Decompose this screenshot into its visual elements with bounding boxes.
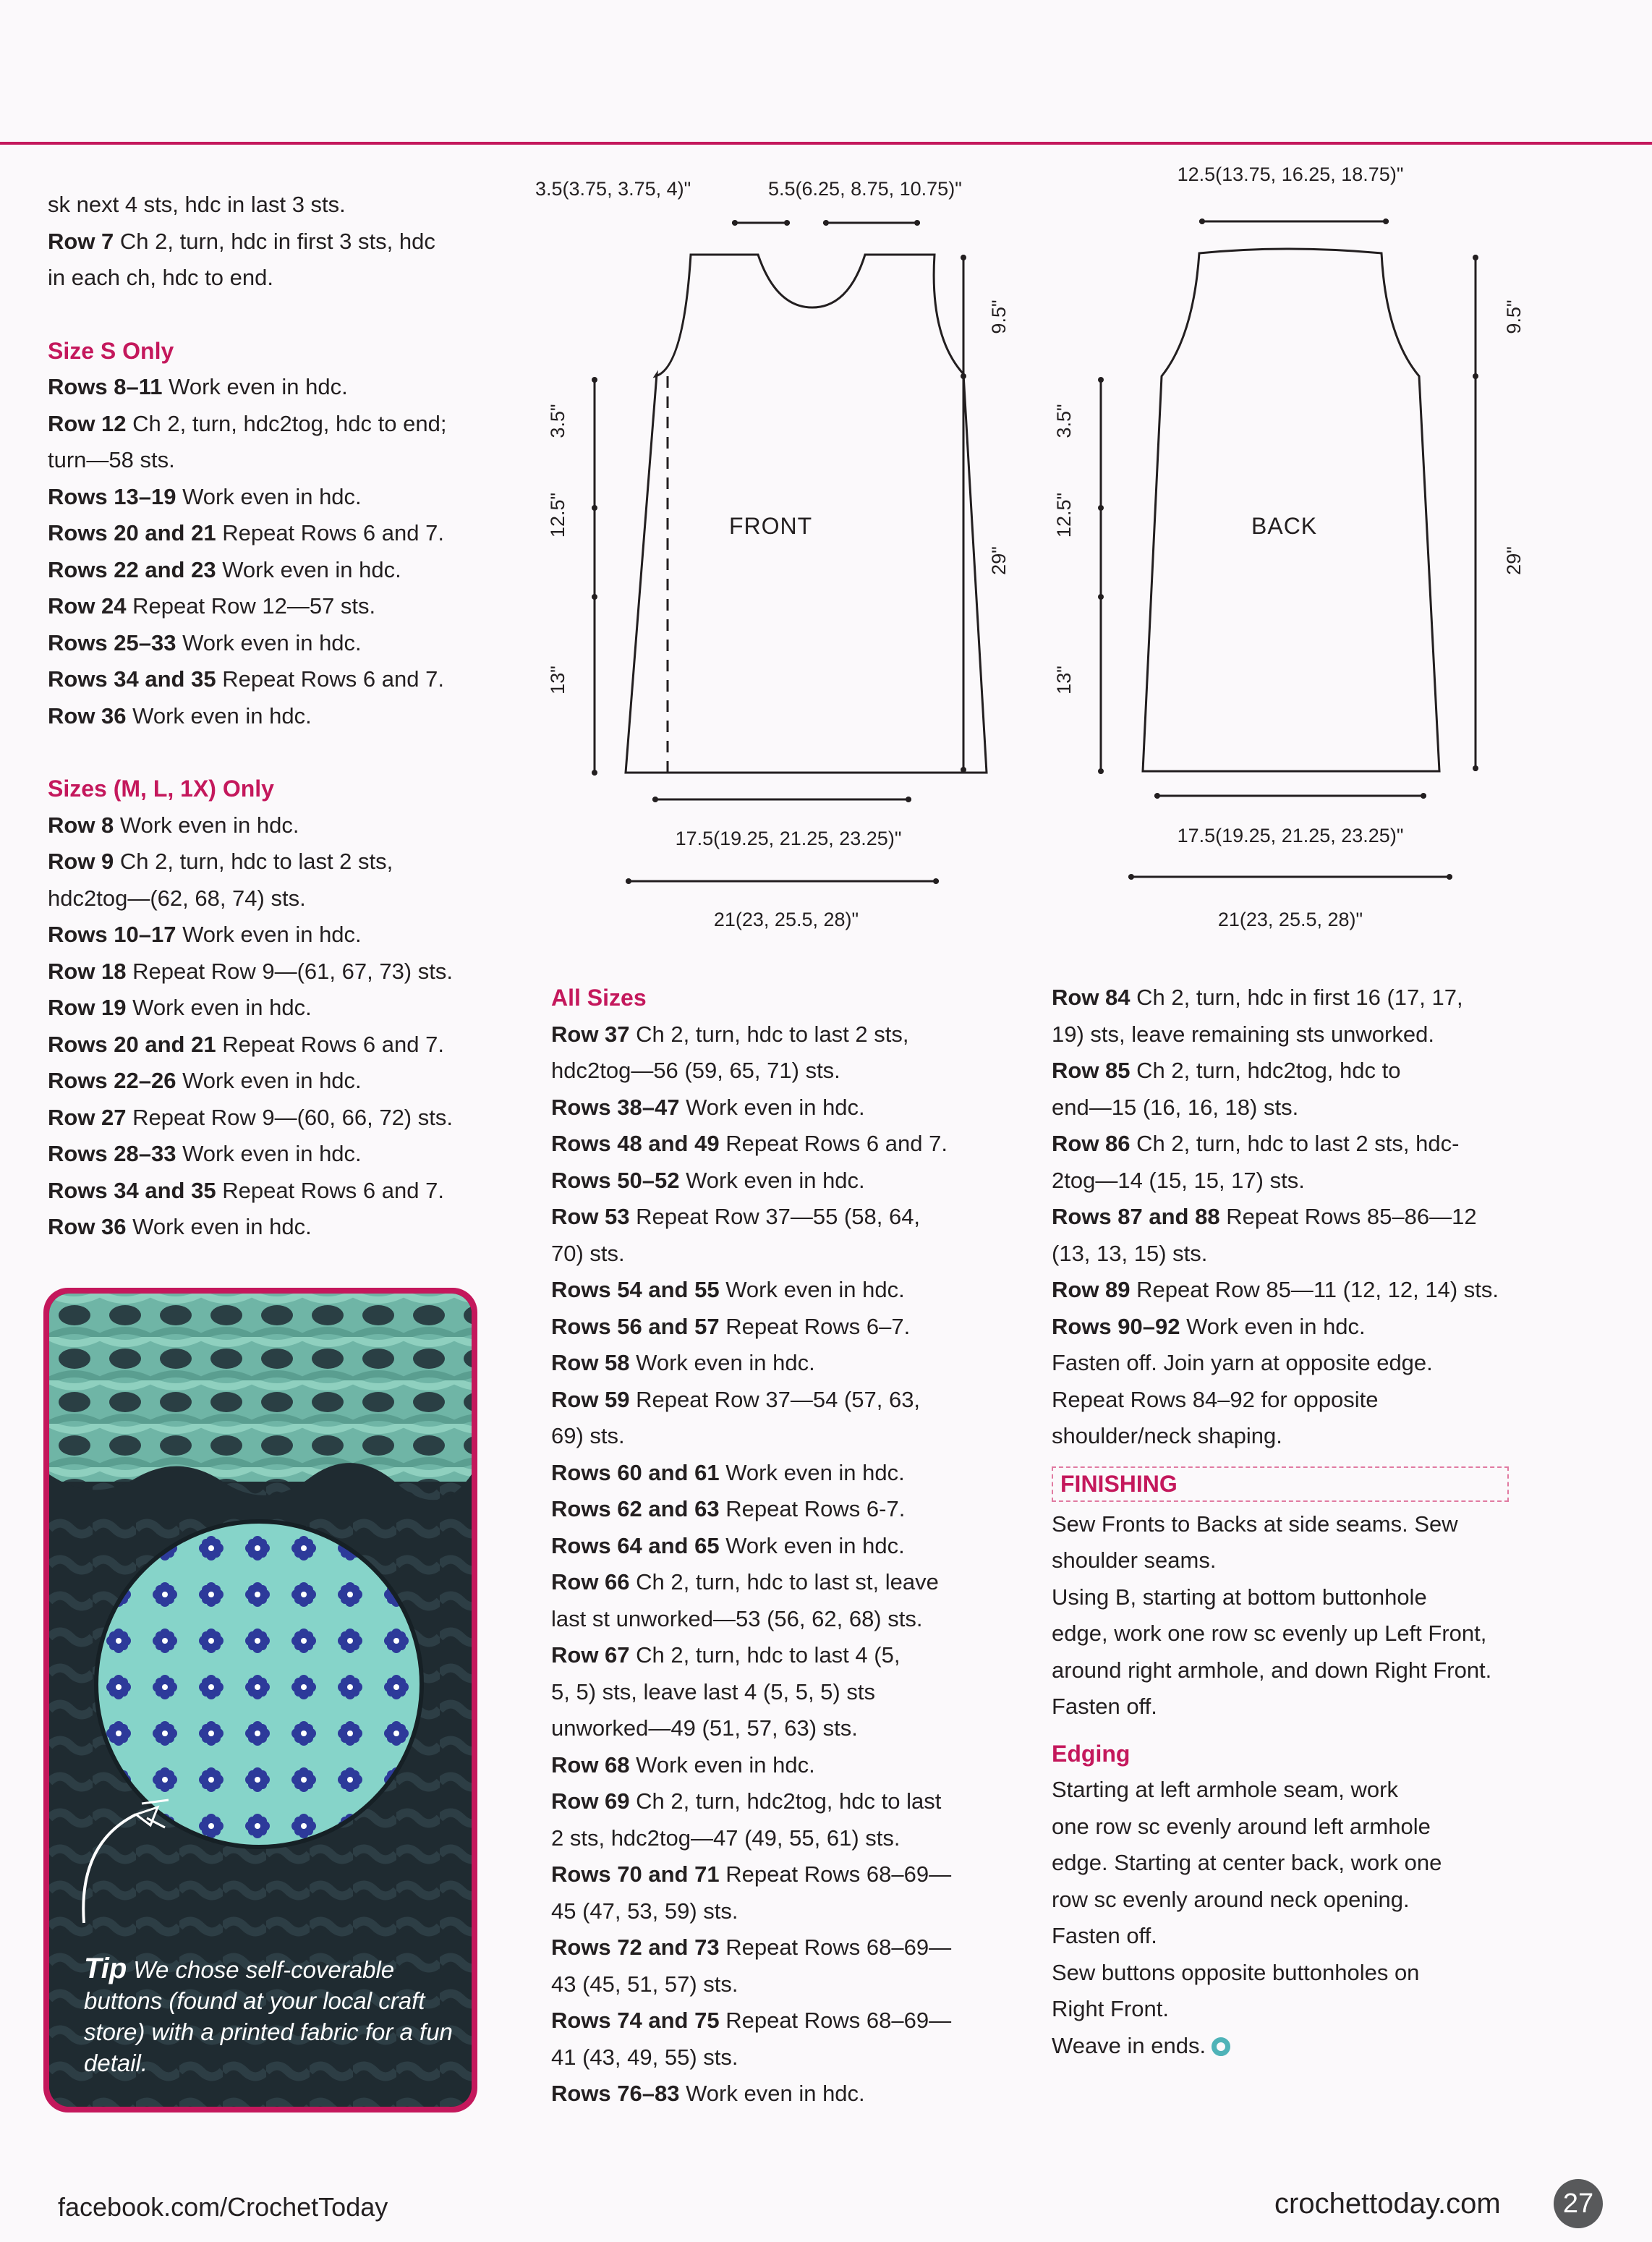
instruction-line bbox=[48, 661, 482, 698]
row-text: unworked—49 (51, 57, 63) sts. bbox=[551, 1715, 858, 1741]
row-label: Rows 70 and 71 bbox=[551, 1861, 720, 1887]
row-label: Row 24 bbox=[48, 593, 127, 619]
instruction-line bbox=[48, 406, 482, 443]
row-label: Rows 48 and 49 bbox=[551, 1131, 720, 1156]
instruction-line bbox=[551, 1236, 985, 1273]
instruction-line bbox=[551, 1382, 985, 1419]
instruction-line bbox=[48, 479, 482, 516]
row-label: Rows 22–26 bbox=[48, 1068, 176, 1093]
instruction-line bbox=[48, 954, 482, 990]
instruction-line bbox=[1052, 1163, 1515, 1199]
instruction-line bbox=[1052, 1689, 1515, 1725]
instruction-line bbox=[1052, 1199, 1515, 1236]
front-bottom-dim-1: 17.5(19.25, 21.25, 23.25)" bbox=[675, 828, 902, 849]
row-label: Row 8 bbox=[48, 812, 114, 838]
instruction-line bbox=[1052, 1053, 1515, 1090]
row-text: Work even in hdc. bbox=[629, 1350, 815, 1375]
row-text: Repeat Row 85—11 (12, 12, 14) sts. bbox=[1130, 1277, 1499, 1302]
column-2 bbox=[551, 980, 985, 2113]
tip-box bbox=[43, 1288, 477, 2113]
row-label: Row 66 bbox=[551, 1569, 630, 1595]
tip-photo bbox=[49, 1294, 472, 2107]
footer-facebook: facebook.com/CrochetToday bbox=[58, 2192, 388, 2222]
instruction-line bbox=[551, 1016, 985, 1053]
instruction-line bbox=[551, 1418, 985, 1455]
header-rule bbox=[0, 142, 1652, 145]
instruction-line bbox=[551, 1710, 985, 1747]
instruction-line bbox=[48, 1100, 482, 1137]
size-s-heading: Size S Only bbox=[48, 337, 174, 364]
instruction-line bbox=[1052, 1845, 1515, 1882]
instruction-line bbox=[48, 625, 482, 662]
instruction-line bbox=[48, 880, 482, 917]
row-text: 45 (47, 53, 59) sts. bbox=[551, 1898, 738, 1924]
instruction-line bbox=[48, 442, 482, 479]
page-number: 27 bbox=[1554, 2179, 1603, 2228]
column-1 bbox=[48, 187, 482, 1246]
row-label: Row 27 bbox=[48, 1104, 127, 1130]
row-text: Ch 2, turn, hdc to last st, leave bbox=[629, 1569, 939, 1595]
instruction-line bbox=[1052, 1345, 1515, 1382]
row-text: Work even in hdc. bbox=[126, 1214, 312, 1239]
instruction-line bbox=[48, 260, 482, 297]
row-label: Rows 28–33 bbox=[48, 1141, 176, 1166]
instruction-line bbox=[551, 1455, 985, 1492]
row-text: Work even in hdc. bbox=[216, 556, 401, 582]
row-label: Rows 54 and 55 bbox=[551, 1277, 720, 1302]
instruction-line bbox=[48, 1063, 482, 1100]
row-text: Work even in hdc. bbox=[719, 1532, 905, 1558]
instruction-line bbox=[551, 1783, 985, 1820]
row-text: Repeat Row 37—54 (57, 63, bbox=[629, 1386, 921, 1412]
row-label: Row 84 bbox=[1052, 985, 1131, 1010]
row-label: Rows 8–11 bbox=[48, 374, 163, 399]
row-text: sk next 4 sts, hdc in last 3 sts. bbox=[48, 192, 346, 217]
row-label: Rows 76–83 bbox=[551, 2081, 680, 2106]
row-text: Repeat Rows 84–92 for opposite bbox=[1052, 1386, 1379, 1412]
row-label: Row 53 bbox=[551, 1204, 630, 1229]
back-schematic bbox=[1042, 159, 1533, 955]
instruction-line bbox=[1052, 1418, 1515, 1455]
instruction-line bbox=[1052, 1991, 1515, 2028]
line-text: Starting at left armhole seam, work bbox=[1052, 1777, 1398, 1802]
line-text: Right Front. bbox=[1052, 1996, 1169, 2021]
row-label: Rows 50–52 bbox=[551, 1167, 680, 1193]
row-text: Work even in hdc. bbox=[176, 629, 362, 655]
row-text: last st unworked—53 (56, 62, 68) sts. bbox=[551, 1605, 923, 1631]
instruction-line bbox=[551, 1856, 985, 1893]
instruction-line bbox=[1052, 980, 1515, 1016]
instruction-line bbox=[1052, 1272, 1515, 1309]
row-text: Work even in hdc. bbox=[114, 812, 299, 838]
row-text: in each ch, hdc to end. bbox=[48, 265, 273, 290]
row-label: Rows 38–47 bbox=[551, 1094, 680, 1120]
finishing-heading: FINISHING bbox=[1060, 1470, 1178, 1497]
row-text: Repeat Rows 6 and 7. bbox=[216, 1031, 444, 1057]
row-label: Rows 87 and 88 bbox=[1052, 1204, 1220, 1229]
front-right-dim-upper: 9.5" bbox=[988, 300, 1010, 334]
finishing-box bbox=[1052, 1466, 1509, 1502]
row-text: Repeat Rows 85–86—12 bbox=[1219, 1204, 1477, 1229]
row-label: Rows 90–92 bbox=[1052, 1313, 1180, 1339]
instruction-line bbox=[551, 1747, 985, 1784]
row-text: Ch 2, turn, hdc to last 2 sts, bbox=[114, 849, 393, 874]
instruction-line bbox=[1052, 1016, 1515, 1053]
row-label: Row 68 bbox=[551, 1751, 630, 1778]
instruction-line bbox=[1052, 1615, 1515, 1652]
tip-label: Tip bbox=[84, 1953, 127, 1984]
row-text: Ch 2, turn, hdc in first 16 (17, 17, bbox=[1130, 985, 1463, 1010]
row-label: Row 18 bbox=[48, 958, 127, 984]
instruction-line bbox=[48, 515, 482, 552]
instruction-line bbox=[48, 844, 482, 880]
row-text: Repeat Rows 6 and 7. bbox=[216, 1177, 444, 1203]
row-label: Rows 74 and 75 bbox=[551, 2008, 720, 2033]
row-label: Rows 62 and 63 bbox=[551, 1496, 720, 1521]
line-text: Using B, starting at bottom buttonhole bbox=[1052, 1584, 1427, 1610]
instruction-line bbox=[48, 1027, 482, 1063]
instruction-line bbox=[551, 1893, 985, 1930]
back-right-dim-upper: 9.5" bbox=[1503, 300, 1525, 334]
row-text: 41 (43, 49, 55) sts. bbox=[551, 2044, 738, 2070]
line-text: edge. Starting at center back, work one bbox=[1052, 1850, 1442, 1875]
row-text: Work even in hdc. bbox=[679, 1167, 865, 1193]
instruction-line bbox=[551, 1528, 985, 1565]
instruction-line bbox=[1052, 1382, 1515, 1419]
instruction-line bbox=[48, 990, 482, 1027]
instruction-line bbox=[551, 1345, 985, 1382]
row-text: Work even in hdc. bbox=[176, 1068, 362, 1093]
instruction-line bbox=[551, 1163, 985, 1199]
row-text: Work even in hdc. bbox=[176, 483, 362, 509]
row-text: (13, 13, 15) sts. bbox=[1052, 1240, 1208, 1266]
back-bottom-dim-1: 17.5(19.25, 21.25, 23.25)" bbox=[1177, 825, 1404, 846]
instruction-line bbox=[48, 588, 482, 625]
line-text: Weave in ends. bbox=[1052, 2032, 1206, 2058]
row-text: 2tog—14 (15, 15, 17) sts. bbox=[1052, 1167, 1305, 1193]
instruction-line bbox=[551, 2003, 985, 2039]
instruction-line bbox=[1052, 2028, 1515, 2065]
instruction-line bbox=[1052, 1506, 1515, 1543]
row-label: Row 7 bbox=[48, 228, 114, 254]
row-text: Work even in hdc. bbox=[679, 1094, 865, 1120]
front-top-right-dim: 5.5(6.25, 8.75, 10.75)" bbox=[768, 178, 962, 200]
row-label: Rows 20 and 21 bbox=[48, 520, 216, 545]
footer-website: crochettoday.com bbox=[1274, 2188, 1501, 2220]
row-label: Rows 20 and 21 bbox=[48, 1031, 216, 1057]
row-text: Repeat Rows 6 and 7. bbox=[719, 1131, 948, 1156]
line-text: edge, work one row sc evenly up Left Front, bbox=[1052, 1621, 1487, 1646]
row-label: Rows 13–19 bbox=[48, 483, 176, 509]
instruction-line bbox=[48, 1173, 482, 1210]
row-text: 5, 5) sts, leave last 4 (5, 5, 5) sts bbox=[551, 1678, 875, 1704]
row-text: 69) sts. bbox=[551, 1423, 625, 1448]
all-sizes-heading: All Sizes bbox=[551, 985, 647, 1011]
row-text: Repeat Rows 6–7. bbox=[719, 1313, 911, 1339]
instruction-line bbox=[48, 1136, 482, 1173]
instruction-line bbox=[1052, 1882, 1515, 1919]
instruction-line bbox=[1052, 1772, 1515, 1809]
back-left-dim-mid: 12.5" bbox=[1053, 492, 1075, 538]
line-text: Sew Fronts to Backs at side seams. Sew bbox=[1052, 1511, 1458, 1537]
row-label: Rows 34 and 35 bbox=[48, 666, 216, 692]
front-top-left-dim: 3.5(3.75, 3.75, 4)" bbox=[535, 178, 691, 200]
row-text: Ch 2, turn, hdc2tog, hdc to last bbox=[629, 1788, 942, 1814]
row-text: Work even in hdc. bbox=[719, 1277, 905, 1302]
row-text: Work even in hdc. bbox=[176, 1141, 362, 1166]
instruction-line bbox=[551, 1491, 985, 1528]
row-label: Rows 60 and 61 bbox=[551, 1459, 720, 1485]
row-text: Work even in hdc. bbox=[162, 374, 348, 399]
row-text: Repeat Rows 6 and 7. bbox=[216, 520, 444, 545]
row-text: Ch 2, turn, hdc2tog, hdc to end; bbox=[126, 410, 447, 436]
back-label: BACK bbox=[1251, 513, 1318, 539]
end-mark-icon bbox=[1212, 2037, 1230, 2056]
instruction-line bbox=[48, 369, 482, 406]
instruction-line bbox=[551, 1637, 985, 1674]
row-label: Rows 22 and 23 bbox=[48, 556, 216, 582]
row-label: Row 9 bbox=[48, 849, 114, 874]
row-text: Work even in hdc. bbox=[629, 1751, 815, 1778]
instruction-line bbox=[48, 807, 482, 844]
front-left-dim-bottom: 13" bbox=[547, 666, 569, 695]
row-label: Row 86 bbox=[1052, 1131, 1131, 1156]
row-text: Ch 2, turn, hdc to last 2 sts, hdc- bbox=[1130, 1131, 1460, 1156]
row-label: Row 58 bbox=[551, 1350, 630, 1375]
line-text: around right armhole, and down Right Front. bbox=[1052, 1657, 1492, 1683]
instruction-line bbox=[551, 1199, 985, 1236]
instruction-line bbox=[551, 1090, 985, 1126]
row-label: Row 89 bbox=[1052, 1277, 1131, 1302]
instruction-line bbox=[551, 1053, 985, 1090]
front-left-dim-mid: 12.5" bbox=[547, 492, 569, 538]
instruction-line bbox=[48, 224, 482, 260]
front-label: FRONT bbox=[729, 513, 813, 539]
row-text: 2 sts, hdc2tog—47 (49, 55, 61) sts. bbox=[551, 1825, 900, 1851]
row-text: Work even in hdc. bbox=[126, 995, 312, 1020]
row-text: hdc2tog—56 (59, 65, 71) sts. bbox=[551, 1058, 840, 1083]
back-left-dim-top: 3.5" bbox=[1053, 404, 1075, 438]
row-text: Ch 2, turn, hdc to last 2 sts, bbox=[629, 1021, 909, 1047]
row-label: Rows 34 and 35 bbox=[48, 1177, 216, 1203]
front-schematic bbox=[535, 159, 1013, 955]
instruction-line bbox=[551, 1820, 985, 1857]
instruction-line bbox=[551, 1601, 985, 1638]
edging-heading: Edging bbox=[1052, 1740, 1131, 1767]
row-label: Row 37 bbox=[551, 1021, 630, 1047]
row-text: Ch 2, turn, hdc in first 3 sts, hdc bbox=[114, 228, 435, 254]
row-text: Work even in hdc. bbox=[1180, 1313, 1366, 1339]
row-text: Repeat Rows 68–69— bbox=[719, 1861, 952, 1887]
row-text: Work even in hdc. bbox=[679, 2081, 865, 2106]
row-text: Work even in hdc. bbox=[176, 922, 362, 947]
line-text: one row sc evenly around left armhole bbox=[1052, 1813, 1431, 1839]
row-text: Fasten off. Join yarn at opposite edge. bbox=[1052, 1350, 1433, 1375]
line-text: shoulder seams. bbox=[1052, 1547, 1217, 1573]
row-text: Repeat Row 37—55 (58, 64, bbox=[629, 1204, 921, 1229]
instruction-line bbox=[1052, 1955, 1515, 1992]
instruction-line bbox=[48, 552, 482, 589]
row-text: end—15 (16, 16, 18) sts. bbox=[1052, 1094, 1299, 1120]
line-text: Fasten off. bbox=[1052, 1923, 1157, 1948]
row-label: Rows 72 and 73 bbox=[551, 1935, 720, 1960]
back-left-dim-bottom: 13" bbox=[1053, 666, 1075, 695]
instruction-line bbox=[1052, 1309, 1515, 1346]
row-text: Repeat Row 12—57 sts. bbox=[126, 593, 376, 619]
instruction-line bbox=[1052, 1809, 1515, 1846]
row-text: shoulder/neck shaping. bbox=[1052, 1423, 1282, 1448]
instruction-line bbox=[551, 1272, 985, 1309]
instruction-line bbox=[48, 1209, 482, 1246]
row-text: Repeat Rows 6 and 7. bbox=[216, 666, 444, 692]
row-label: Row 69 bbox=[551, 1788, 630, 1814]
instruction-line bbox=[1052, 1652, 1515, 1689]
row-text: 43 (45, 51, 57) sts. bbox=[551, 1971, 738, 1997]
instruction-line bbox=[48, 698, 482, 735]
instruction-line bbox=[551, 1564, 985, 1601]
row-text: 70) sts. bbox=[551, 1240, 625, 1266]
instruction-line bbox=[48, 917, 482, 954]
row-label: Rows 64 and 65 bbox=[551, 1532, 720, 1558]
row-text: Work even in hdc. bbox=[126, 702, 312, 729]
instruction-line bbox=[48, 187, 482, 224]
column-3 bbox=[1052, 980, 1515, 2064]
row-text: Repeat Rows 68–69— bbox=[719, 1935, 952, 1960]
row-label: Row 85 bbox=[1052, 1058, 1131, 1083]
row-text: Repeat Row 9—(60, 66, 72) sts. bbox=[126, 1104, 453, 1130]
row-label: Row 59 bbox=[551, 1386, 630, 1412]
row-label: Rows 56 and 57 bbox=[551, 1313, 720, 1339]
front-bottom-dim-2: 21(23, 25.5, 28)" bbox=[713, 909, 859, 930]
line-text: Fasten off. bbox=[1052, 1694, 1157, 1719]
front-left-dim-top: 3.5" bbox=[547, 404, 569, 438]
row-label: Rows 10–17 bbox=[48, 922, 176, 947]
instruction-line bbox=[1052, 1090, 1515, 1126]
row-text: Ch 2, turn, hdc2tog, hdc to bbox=[1130, 1058, 1401, 1083]
instruction-line bbox=[1052, 1579, 1515, 1616]
tip-body: We chose self-coverable buttons (found at your local craft store) with a printed fabric for a fun detail. bbox=[84, 1956, 453, 2076]
size-mlx-heading: Sizes (M, L, 1X) Only bbox=[48, 776, 274, 802]
back-top-dim: 12.5(13.75, 16.25, 18.75)" bbox=[1177, 164, 1404, 185]
instruction-line bbox=[1052, 1542, 1515, 1579]
instruction-line bbox=[1052, 1918, 1515, 1955]
back-bottom-dim-2: 21(23, 25.5, 28)" bbox=[1217, 909, 1363, 930]
row-label: Row 19 bbox=[48, 995, 127, 1020]
instruction-line bbox=[551, 1929, 985, 1966]
back-right-dim-total: 29" bbox=[1503, 546, 1525, 575]
line-text: row sc evenly around neck opening. bbox=[1052, 1886, 1410, 1912]
row-text: turn—58 sts. bbox=[48, 447, 175, 472]
row-text: Work even in hdc. bbox=[719, 1459, 905, 1485]
row-text: Ch 2, turn, hdc to last 4 (5, bbox=[629, 1642, 900, 1668]
instruction-line bbox=[1052, 1236, 1515, 1273]
front-right-dim-total: 29" bbox=[988, 546, 1010, 575]
instruction-line bbox=[1052, 1126, 1515, 1163]
row-label: Row 12 bbox=[48, 410, 127, 436]
row-text: hdc2tog—(62, 68, 74) sts. bbox=[48, 885, 306, 911]
instruction-line bbox=[551, 1674, 985, 1711]
instruction-line bbox=[551, 1126, 985, 1163]
instruction-line bbox=[551, 2039, 985, 2076]
row-label: Row 67 bbox=[551, 1642, 630, 1668]
row-label: Rows 25–33 bbox=[48, 629, 176, 655]
row-text: Repeat Rows 6-7. bbox=[719, 1496, 906, 1521]
instruction-line bbox=[551, 2076, 985, 2113]
row-text: Repeat Rows 68–69— bbox=[719, 2008, 952, 2033]
row-label: Row 36 bbox=[48, 1214, 127, 1239]
line-text: Sew buttons opposite buttonholes on bbox=[1052, 1959, 1420, 1985]
instruction-line bbox=[551, 1309, 985, 1346]
row-text: Repeat Row 9—(61, 67, 73) sts. bbox=[126, 958, 453, 984]
tip-text bbox=[84, 1953, 460, 2078]
row-label: Row 36 bbox=[48, 702, 127, 729]
instruction-line bbox=[551, 1966, 985, 2003]
row-text: 19) sts, leave remaining sts unworked. bbox=[1052, 1021, 1434, 1047]
